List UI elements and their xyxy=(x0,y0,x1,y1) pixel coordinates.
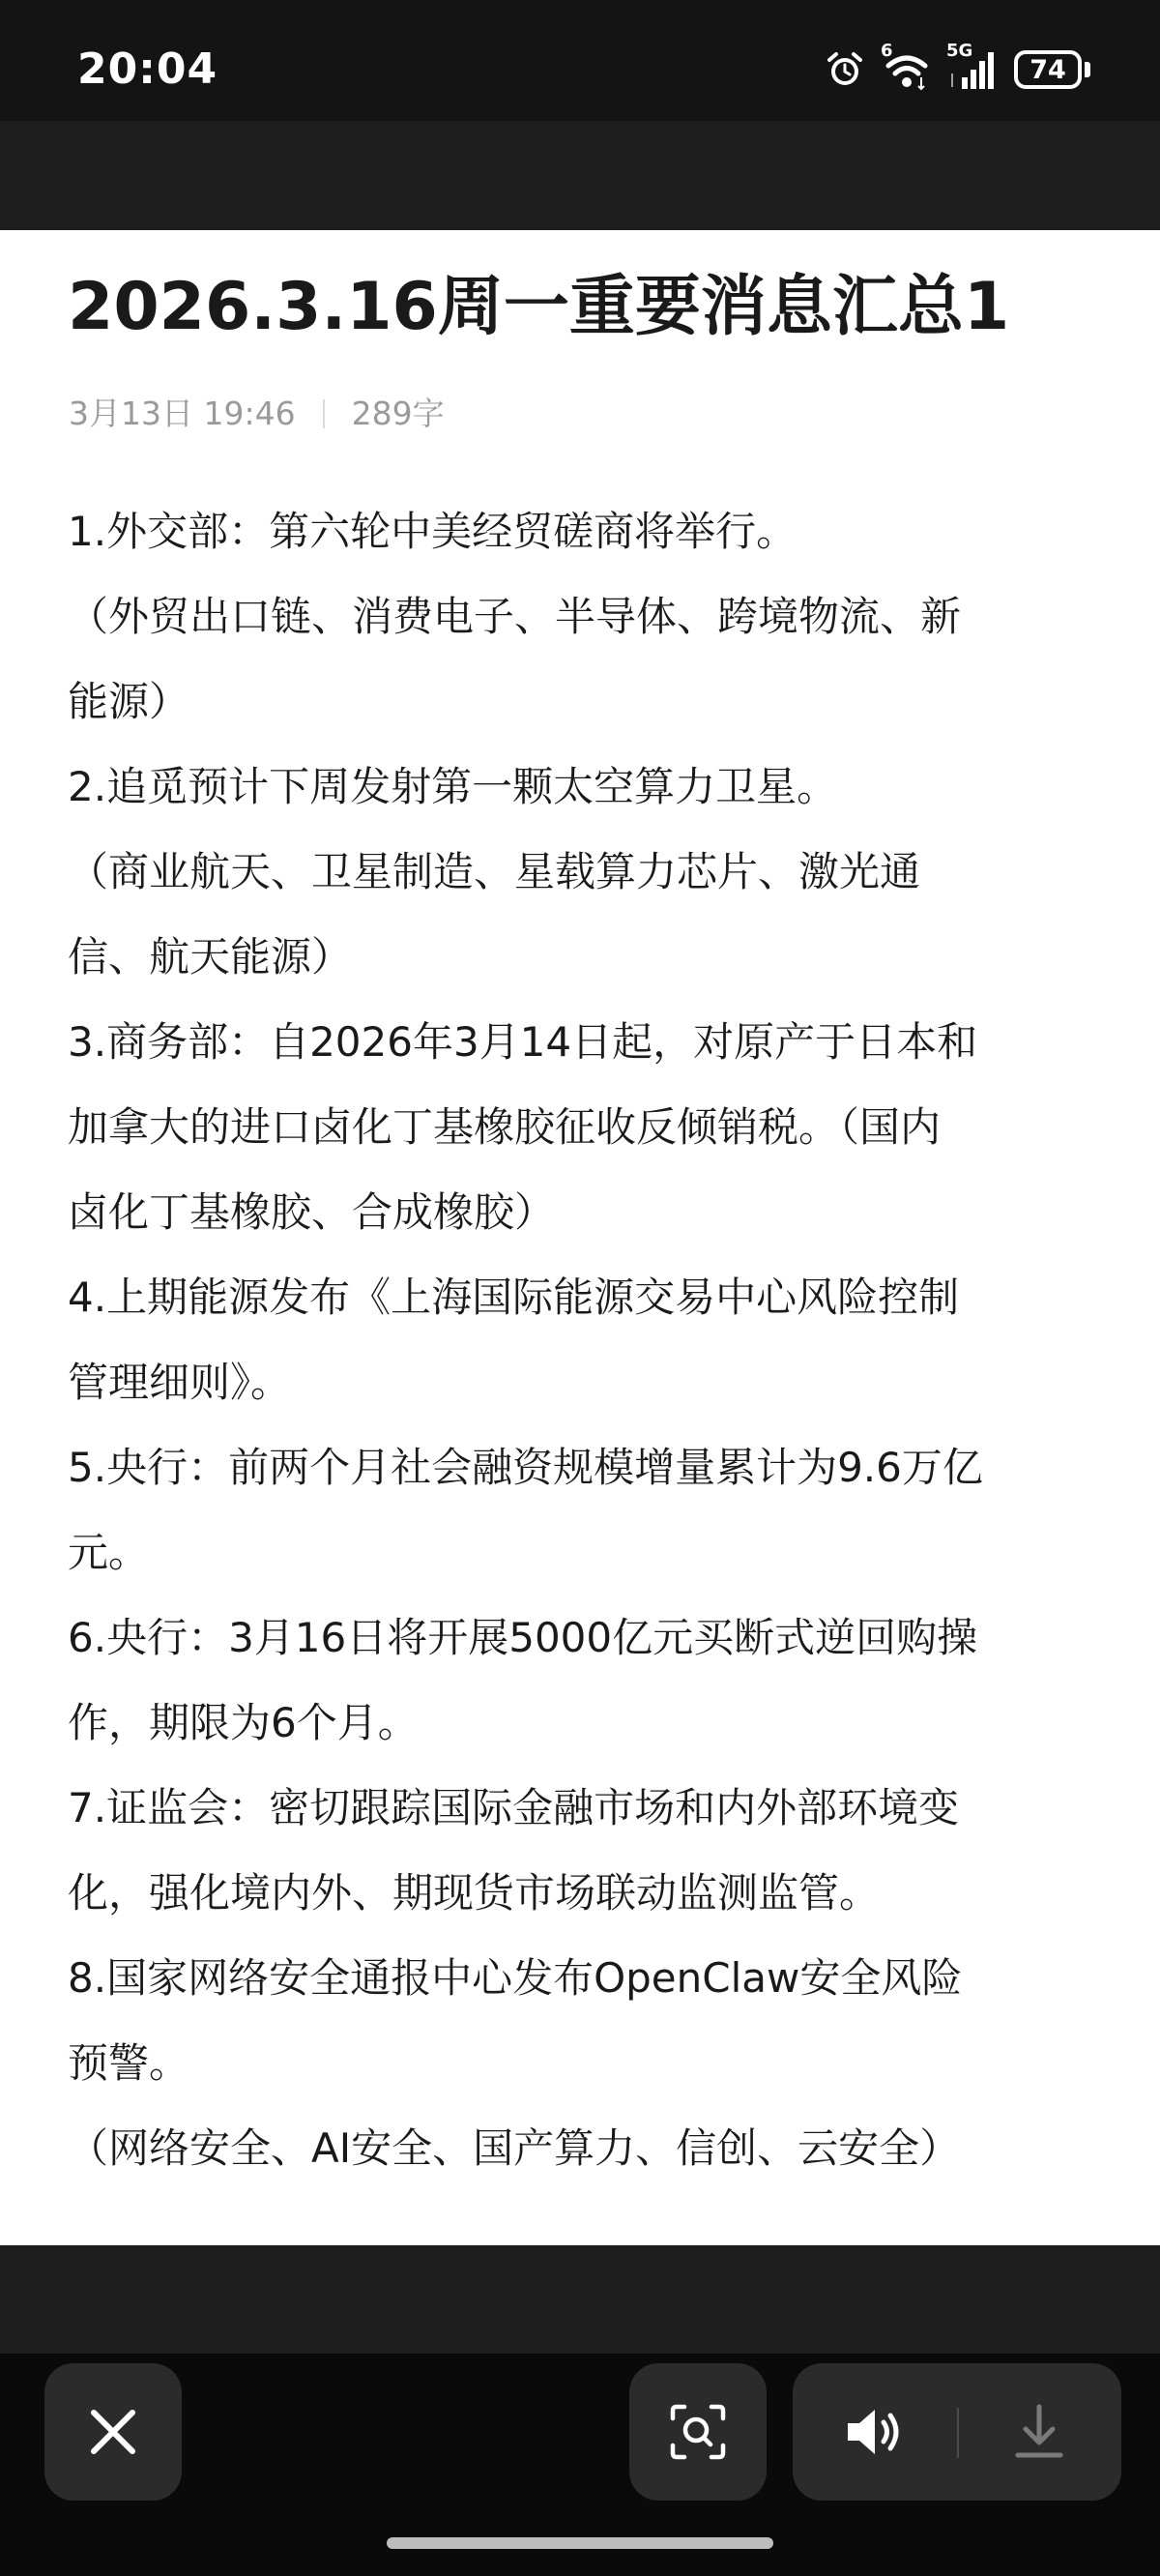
body-line: 2.追觅预计下周发射第一颗太空算力卫星。 xyxy=(68,763,838,810)
battery-nub xyxy=(1085,62,1090,77)
body-line: 7.证监会：密切跟踪国际金融市场和内外部环境变 xyxy=(68,1784,960,1831)
network-type-label: 5G xyxy=(946,41,973,61)
read-aloud-button[interactable] xyxy=(793,2363,957,2501)
body-line: 3.商务部：自2026年3月14日起，对原产于日本和 xyxy=(68,1018,978,1066)
wifi-icon xyxy=(881,41,931,91)
article-title: 2026.3.16周一重要消息汇总1 xyxy=(68,269,1010,345)
download-button[interactable] xyxy=(957,2363,1121,2501)
battery-icon xyxy=(1014,50,1090,89)
status-bar xyxy=(0,0,1160,121)
body-line: 卤化丁基橡胶、合成橡胶） xyxy=(68,1188,556,1236)
status-icons xyxy=(825,43,1090,97)
image-search-button[interactable] xyxy=(629,2363,767,2501)
bottom-spacer xyxy=(0,2245,1160,2354)
top-spacer xyxy=(0,121,1160,230)
body-line: 元。 xyxy=(68,1529,150,1576)
bottom-toolbar xyxy=(0,2354,1160,2508)
wifi-label: 6 xyxy=(881,41,893,61)
lens-search-icon xyxy=(669,2403,727,2461)
article-body xyxy=(68,489,1107,2191)
close-icon xyxy=(88,2407,138,2457)
body-line: 能源） xyxy=(68,678,190,725)
meta-divider xyxy=(323,399,325,428)
close-button[interactable] xyxy=(44,2363,182,2501)
publish-date: 3月13日 19:46 xyxy=(69,395,296,432)
cellular-signal-icon xyxy=(946,41,997,91)
home-indicator[interactable] xyxy=(387,2537,773,2549)
article-meta xyxy=(69,395,445,433)
body-line: 8.国家网络安全通报中心发布OpenClaw安全风险 xyxy=(68,1954,963,2002)
body-line: 加拿大的进口卤化丁基橡胶征收反倾销税。（国内 xyxy=(68,1103,942,1151)
body-line: 5.央行：前两个月社会融资规模增量累计为9.6万亿 xyxy=(68,1444,983,1491)
download-icon xyxy=(1012,2403,1066,2461)
body-line: 化，强化境内外、期现货市场联动监测监管。 xyxy=(68,1869,881,1917)
battery-body xyxy=(1014,50,1082,89)
battery-level: 74 xyxy=(1030,54,1066,85)
body-line: 信、航天能源） xyxy=(68,933,353,981)
speaker-icon xyxy=(844,2405,906,2459)
body-line: 预警。 xyxy=(68,2039,190,2087)
body-line: （外贸出口链、消费电子、半导体、跨境物流、新 xyxy=(68,593,962,640)
body-line: （网络安全、AI安全、国产算力、信创、云安全） xyxy=(68,2124,961,2172)
word-count: 289字 xyxy=(351,395,445,432)
status-time: 20:04 xyxy=(77,44,218,94)
body-line: 作，期限为6个月。 xyxy=(68,1699,419,1746)
system-nav-bar xyxy=(0,2508,1160,2576)
alarm-icon xyxy=(825,49,865,90)
body-line: （商业航天、卫星制造、星载算力芯片、激光通 xyxy=(68,848,921,895)
media-action-group xyxy=(793,2363,1121,2501)
body-line: 4.上期能源发布《上海国际能源交易中心风险控制 xyxy=(68,1273,960,1321)
body-line: 1.外交部：第六轮中美经贸磋商将举行。 xyxy=(68,508,798,555)
body-line: 6.央行：3月16日将开展5000亿元买断式逆回购操 xyxy=(68,1614,978,1661)
article-card[interactable] xyxy=(0,230,1160,2245)
body-line: 管理细则》。 xyxy=(68,1359,292,1406)
